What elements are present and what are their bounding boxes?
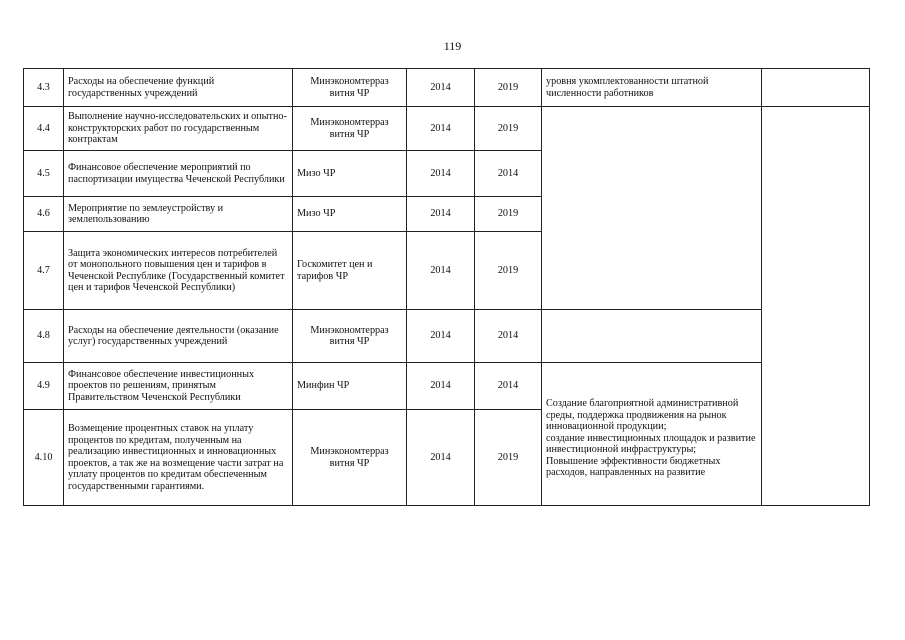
row-description: Возмещение процентных ставок на уплату процентов по кредитам, полученным на реализацию инвестиционных и инновационных проектов, а так же на возмещение части затрат на уплату процентов по кредитам обеспеченным государственными гарантиями. <box>64 410 293 506</box>
row-end-year: 2019 <box>475 410 542 506</box>
row-number: 4.7 <box>24 232 64 310</box>
row-end-year: 2014 <box>475 310 542 363</box>
row-end-year: 2014 <box>475 363 542 410</box>
table-row <box>24 107 870 151</box>
table-row <box>24 363 870 410</box>
row-start-year: 2014 <box>407 363 475 410</box>
row-end-year: 2019 <box>475 107 542 151</box>
row-executor: Мизо ЧР <box>293 151 407 197</box>
row-description: Расходы на обеспечение деятельности (оказание услуг) государственных учреждений <box>64 310 293 363</box>
result-line: Создание благоприятной административной среды, поддержка продвижения на рынок инновационной продукции; <box>546 398 739 433</box>
row-start-year: 2014 <box>407 197 475 232</box>
row-executor: Минэкономтерраз витня ЧР <box>293 410 407 506</box>
result-line: создание инвестиционных площадок и развитие инвестиционной инфраструктуры; <box>546 432 756 456</box>
row-end-year: 2019 <box>475 232 542 310</box>
row-number: 4.4 <box>24 107 64 151</box>
row-executor: Госкомитет цен и тарифов ЧР <box>293 232 407 310</box>
row-start-year: 2014 <box>407 310 475 363</box>
page-number: 119 <box>443 39 462 53</box>
row-number: 4.10 <box>24 410 64 506</box>
row-description: Финансовое обеспечение инвестиционных проектов по решениям, принятым Правительством Чеченской Республики <box>64 363 293 410</box>
row-result-empty <box>542 107 762 310</box>
row-number: 4.6 <box>24 197 64 232</box>
row-executor: Минэкономтерраз витня ЧР <box>293 69 407 107</box>
row-number: 4.8 <box>24 310 64 363</box>
row-executor: Минэкономтерраз витня ЧР <box>293 107 407 151</box>
row-description: Выполнение научно-исследовательских и опытно-конструкторских работ по государственным контрактам <box>64 107 293 151</box>
row-number: 4.5 <box>24 151 64 197</box>
row-result-block <box>542 363 762 506</box>
row-start-year: 2014 <box>407 107 475 151</box>
row-end-year: 2019 <box>475 197 542 232</box>
row-number: 4.3 <box>24 69 64 107</box>
row-executor: Мизо ЧР <box>293 197 407 232</box>
row-description: Расходы на обеспечение функций государственных учреждений <box>64 69 293 107</box>
table-row <box>24 69 870 107</box>
row-description: Мероприятие по землеустройству и землепользованию <box>64 197 293 232</box>
row-description: Защита экономических интересов потребителей от монопольного повышения цен и тарифов в Чеченской Республике (Государственный комитет цен и тарифов Чеченской Республики) <box>64 232 293 310</box>
row-start-year: 2014 <box>407 410 475 506</box>
program-table <box>23 68 870 506</box>
row-end-year: 2019 <box>475 69 542 107</box>
row-start-year: 2014 <box>407 232 475 310</box>
table-row <box>24 310 870 363</box>
row-result-empty <box>542 310 762 363</box>
row-extra-cell <box>762 107 870 506</box>
row-executor: Минфин ЧР <box>293 363 407 410</box>
row-executor: Минэкономтерраз витня ЧР <box>293 310 407 363</box>
row-number: 4.9 <box>24 363 64 410</box>
row-end-year: 2014 <box>475 151 542 197</box>
row-description: Финансовое обеспечение мероприятий по паспортизации имущества Чеченской Республики <box>64 151 293 197</box>
row-extra-cell <box>762 69 870 107</box>
row-result: уровня укомплектованности штатной численности работников <box>542 69 762 107</box>
row-start-year: 2014 <box>407 69 475 107</box>
row-start-year: 2014 <box>407 151 475 197</box>
result-line: Повышение эффективности бюджетных расходов, направленных на развитие <box>546 455 721 479</box>
